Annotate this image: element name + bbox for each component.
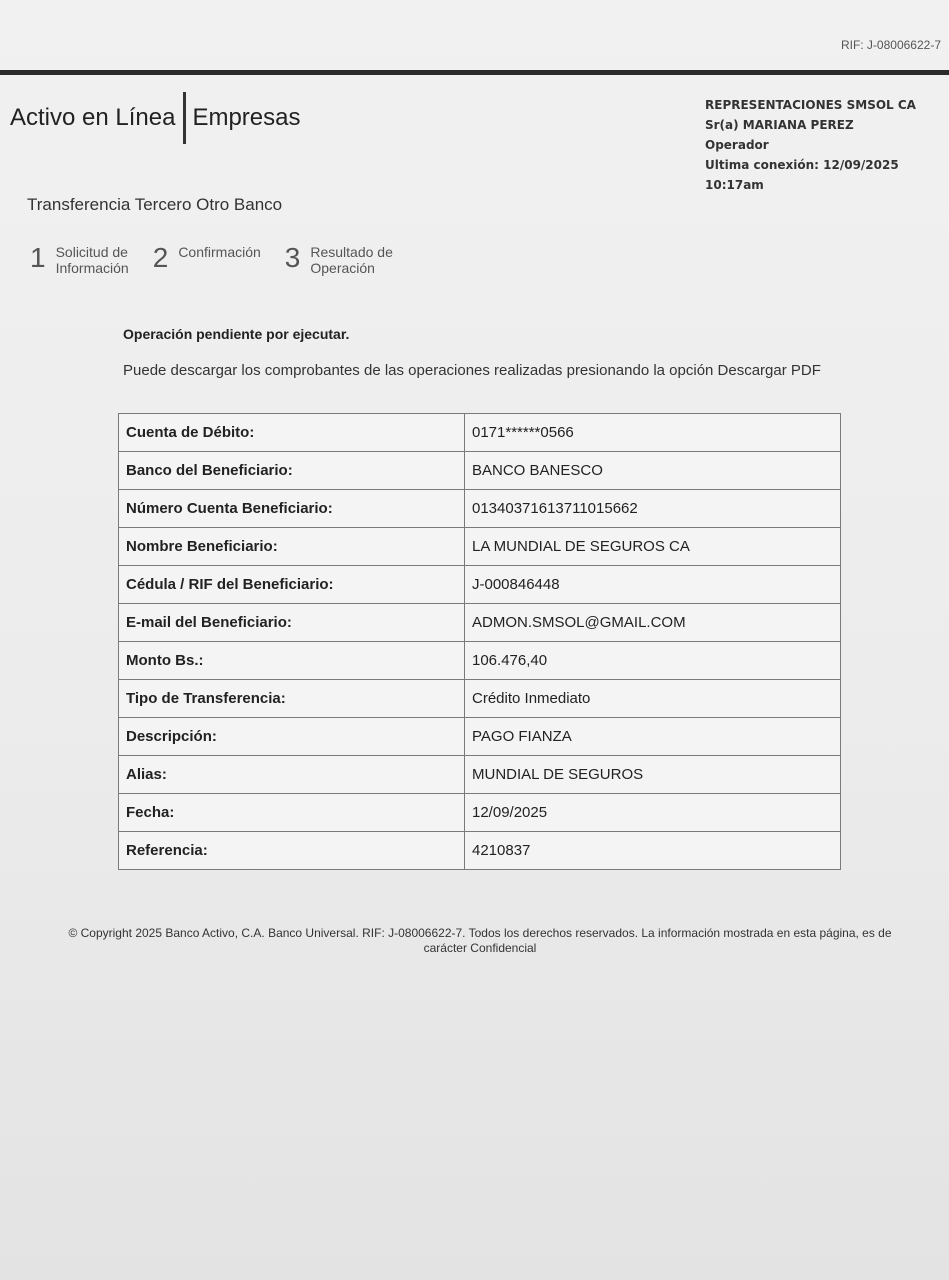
field-value: 01340371613711015662 <box>465 490 841 528</box>
field-label: Descripción: <box>119 718 465 756</box>
step-2 <box>153 242 261 276</box>
field-label: Banco del Beneficiario: <box>119 452 465 490</box>
brand-segment: Empresas <box>192 104 301 131</box>
user-name: Sr(a) MARIANA PEREZ <box>705 118 854 132</box>
field-value: BANCO BANESCO <box>465 452 841 490</box>
operation-status: Operación pendiente por ejecutar. <box>123 326 350 342</box>
field-label: Alias: <box>119 756 465 794</box>
field-label: Nombre Beneficiario: <box>119 528 465 566</box>
field-value: ADMON.SMSOL@GMAIL.COM <box>465 604 841 642</box>
step-3 <box>285 242 393 276</box>
table-row <box>119 756 841 794</box>
field-label: Tipo de Transferencia: <box>119 680 465 718</box>
field-value: Crédito Inmediato <box>465 680 841 718</box>
field-label: Monto Bs.: <box>119 642 465 680</box>
field-value: MUNDIAL DE SEGUROS <box>465 756 841 794</box>
transfer-detail-table <box>118 413 841 870</box>
table-row <box>119 414 841 452</box>
step-1 <box>30 242 129 276</box>
field-label: Referencia: <box>119 832 465 870</box>
step-number: 3 <box>284 242 301 273</box>
brand-name: Activo en Línea <box>10 104 176 131</box>
field-label: E-mail del Beneficiario: <box>119 604 465 642</box>
step-label: Resultado de Operación <box>310 244 393 276</box>
field-label: Cédula / RIF del Beneficiario: <box>119 566 465 604</box>
footer-copyright <box>20 926 940 956</box>
user-info <box>705 95 945 195</box>
table-row <box>119 718 841 756</box>
footer-line-2: carácter Confidencial <box>423 941 537 955</box>
table-row <box>119 452 841 490</box>
field-value: 4210837 <box>465 832 841 870</box>
step-indicator <box>30 242 417 276</box>
field-value: 106.476,40 <box>465 642 841 680</box>
brand-separator <box>183 92 186 144</box>
last-connection: Ultima conexión: 12/09/2025 10:17am <box>705 158 899 192</box>
field-value: 0171******0566 <box>465 414 841 452</box>
field-label: Fecha: <box>119 794 465 832</box>
user-company: REPRESENTACIONES SMSOL CA <box>705 98 916 112</box>
field-value: LA MUNDIAL DE SEGUROS CA <box>465 528 841 566</box>
table-row <box>119 566 841 604</box>
table-row <box>119 680 841 718</box>
step-label: Solicitud de Información <box>55 244 129 276</box>
step-label: Confirmación <box>178 244 261 260</box>
page-title: Transferencia Tercero Otro Banco <box>27 195 283 214</box>
field-value: PAGO FIANZA <box>465 718 841 756</box>
user-role: Operador <box>705 138 769 152</box>
table-row <box>119 832 841 870</box>
header-rif: RIF: J-08006622-7 <box>840 38 941 52</box>
footer-line-1: © Copyright 2025 Banco Activo, C.A. Banco Universal. RIF: J-08006622-7. Todos los derechos reservados. La información mostrada en esta página, es de <box>68 926 892 940</box>
step-number: 2 <box>152 242 169 273</box>
table-row <box>119 490 841 528</box>
table-row <box>119 642 841 680</box>
table-row <box>119 604 841 642</box>
table-row <box>119 528 841 566</box>
field-label: Cuenta de Débito: <box>119 414 465 452</box>
step-number: 1 <box>30 242 46 273</box>
header-divider <box>0 70 949 75</box>
field-value: J-000846448 <box>465 566 841 604</box>
field-value: 12/09/2025 <box>465 794 841 832</box>
field-label: Número Cuenta Beneficiario: <box>119 490 465 528</box>
brand-logo <box>10 92 301 144</box>
table-row <box>119 794 841 832</box>
download-info-text: Puede descargar los comprobantes de las operaciones realizadas presionando la opción Descargar PDF <box>123 362 821 379</box>
